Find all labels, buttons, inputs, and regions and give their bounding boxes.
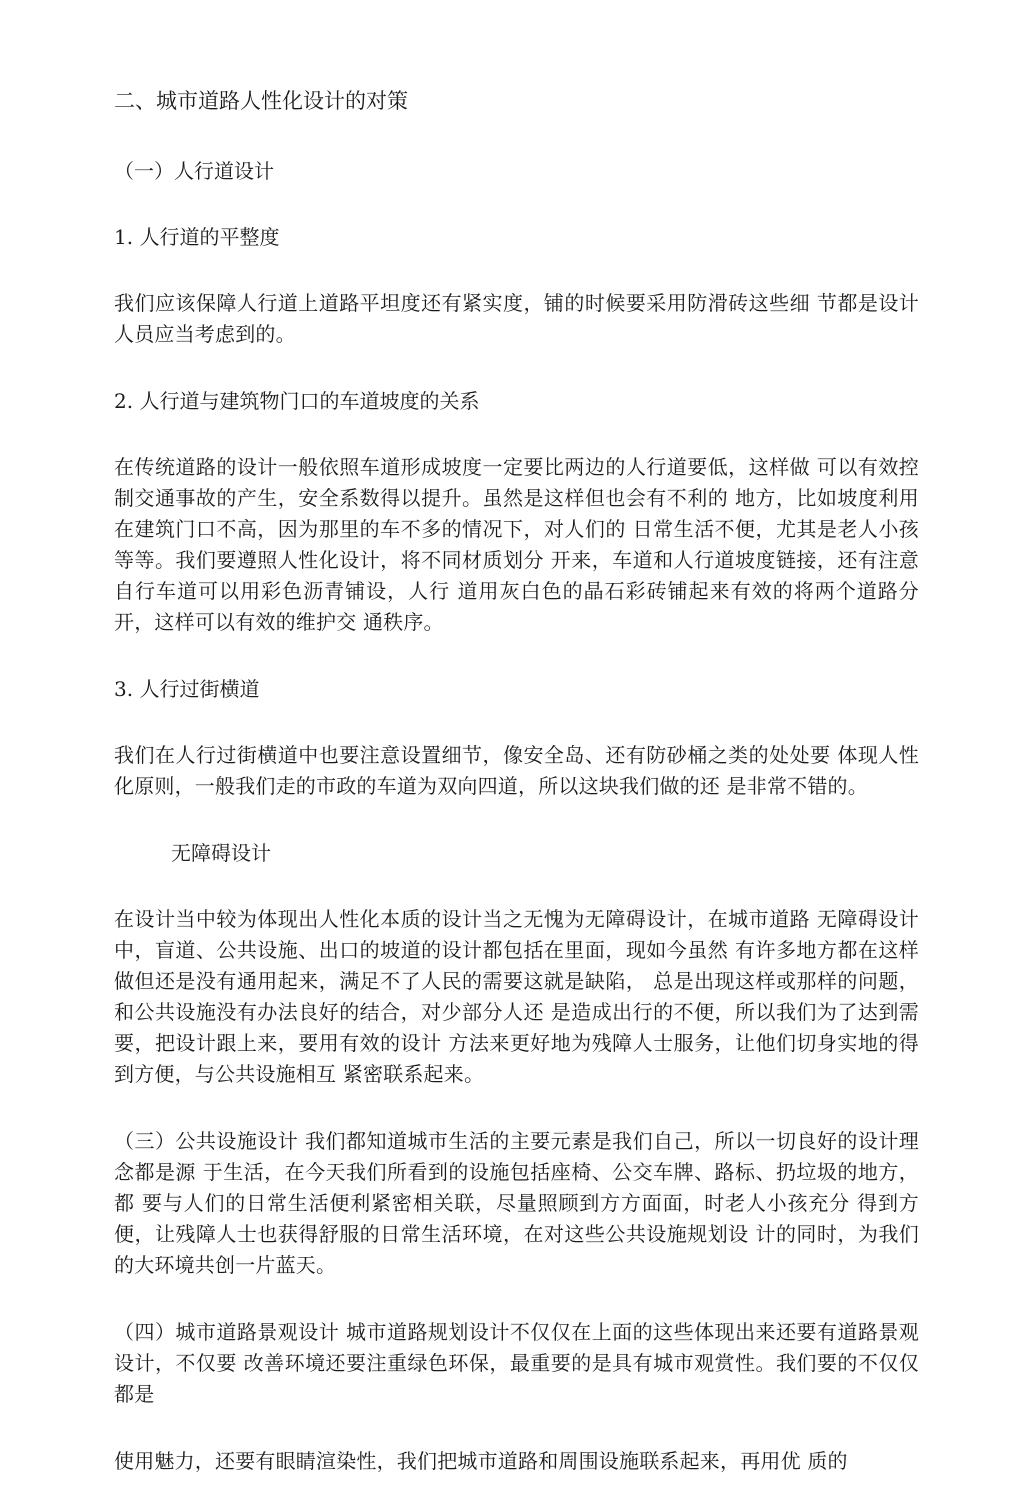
item-heading-flatness: 1. 人行道的平整度 <box>114 225 280 249</box>
paragraph-crosswalk: 我们在人行过街横道中也要注意设置细节，像安全岛、还有防砂桶之类的处处要 体现人性化原则，一般我们走的市政的车道为双向四道，所以这块我们做的还 是非常不错的。 <box>114 743 919 798</box>
section-heading-accessibility: 无障碍设计 <box>171 841 271 865</box>
section-heading-sidewalk: （一）人行道设计 <box>114 159 274 183</box>
item-heading-crosswalk: 3. 人行过街横道 <box>114 677 260 701</box>
item-heading-slope: 2. 人行道与建筑物门口的车道坡度的关系 <box>114 389 480 413</box>
paragraph-landscape: （四）城市道路景观设计 城市道路规划设计不仅仅在上面的这些体现出来还要有道路景观设计，不仅要 改善环境还要注重绿色环保，最重要的是具有城市观赏性。我们要的不仅仅都是 <box>114 1320 919 1406</box>
paragraph-accessibility: 在设计当中较为体现出人性化本质的设计当之无愧为无障碍设计，在城市道路 无障碍设计中，盲道、公共设施、出口的坡道的设计都包括在里面，现如今虽然 有许多地方都在这样做但还是没有通用起来，满足不了人民的需要这就是缺陷， 总是出现这样或那样的问题，和公共设施没有办法良好的结合，对少部分人还 是造成出行的不便，所以我们为了达到需要，把设计跟上来，要用有效的设计 方法来更好地为残障人士服务，让他们切身实地的得到方便，与公共设施相互 紧密联系起来。 <box>114 907 919 1086</box>
paragraph-slope: 在传统道路的设计一般依照车道形成坡度一定要比两边的人行道要低，这样做 可以有效控制交通事故的产生，安全系数得以提升。虽然是这样但也会有不利的 地方，比如坡度利用在建筑门口不高，因为那里的车不多的情况下，对人们的 日常生活不便，尤其是老人小孩等等。我们要遵照人性化设计，将不同材质划分 开来，车道和人行道坡度链接，还有注意自行车道可以用彩色沥青铺设，人行 道用灰白色的晶石彩砖铺起来有效的将两个道路分开，这样可以有效的维护交 通秩序。 <box>114 455 919 634</box>
paragraph-flatness: 我们应该保障人行道上道路平坦度还有紧实度，铺的时候要采用防滑砖这些细 节都是设计人员应当考虑到的。 <box>114 291 919 346</box>
document-title: 二、城市道路人性化设计的对策 <box>114 89 408 113</box>
paragraph-final: 使用魅力，还要有眼睛渲染性，我们把城市道路和周围设施联系起来，再用优 质的 <box>114 1449 848 1473</box>
paragraph-public-facilities: （三）公共设施设计 我们都知道城市生活的主要元素是我们自己，所以一切良好的设计理念都是源 于生活，在今天我们所看到的设施包括座椅、公交车牌、路标、扔垃圾的地方，都 要与人们的日常生活便利紧密相关联，尽量照顾到方方面面，时老人小孩充分 得到方便，让残障人士也获得舒服的日常生活环境，在对这些公共设施规划设 计的同时，为我们的大环境共创一片蓝天。 <box>114 1129 919 1277</box>
document-page <box>114 86 919 1477</box>
